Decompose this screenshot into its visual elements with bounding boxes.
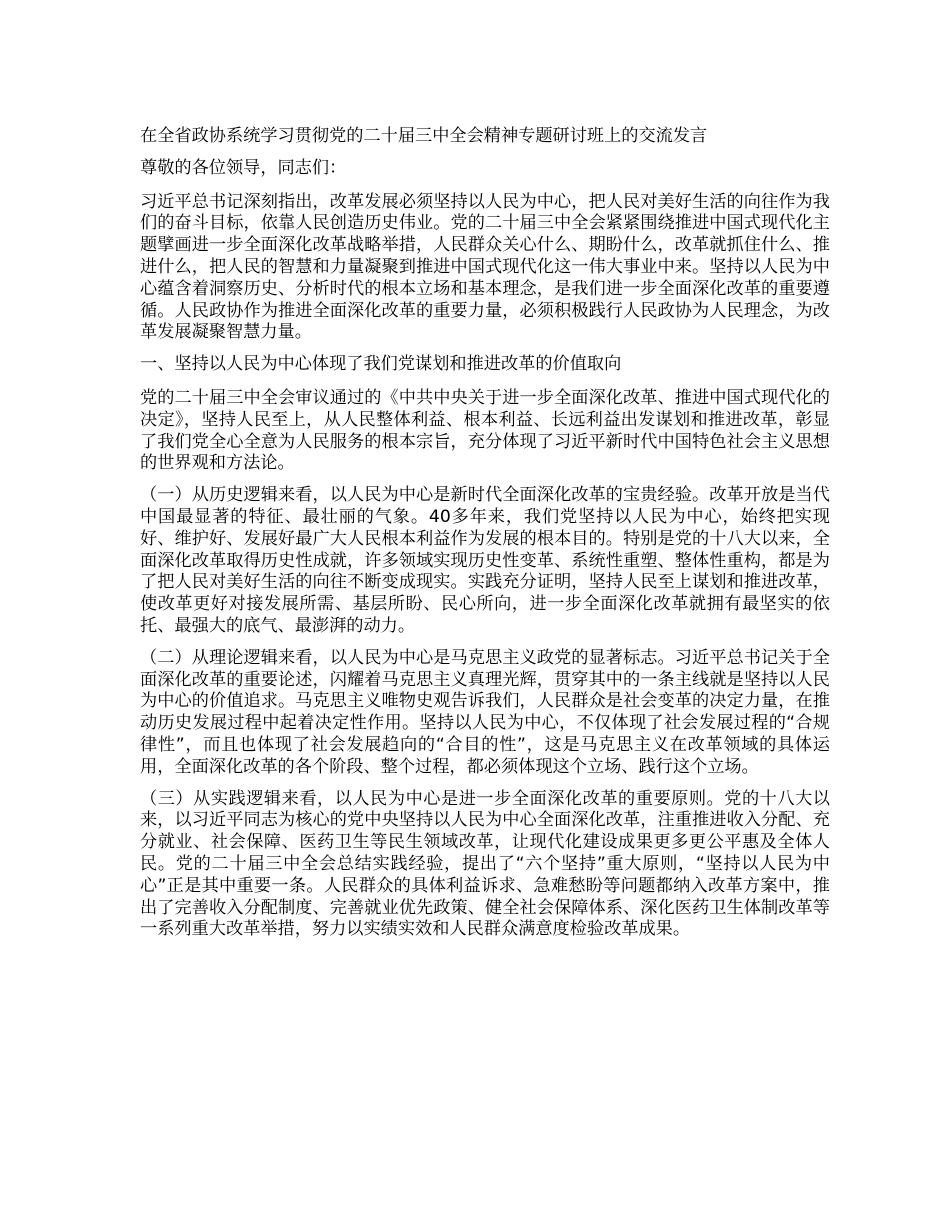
salutation: 尊敬的各位领导，同志们： xyxy=(140,157,347,178)
point-2-paragraph: （二）从理论逻辑来看，以人民为中心是马克思主义政党的显著标志。习近平总书记关于全面深化改革的重要论述，闪耀着马克思主义真理光辉，贯穿其中的一条主线就是坚持以人民为中心的价值追求。马克思主义唯物史观告诉我们，人民群众是社会变革的决定力量，在推动历史发展过程中起着决定性作用。坚持以人民为中心，不仅体现了社会发展过程的“合规律性”，而且也体现了社会发展趋向的“合目的性”，这是马克思主义在改革领域的具体运用，全面深化改革的各个阶段、整个过程，都必须体现这个立场、践行这个立场。 xyxy=(140,647,830,777)
intro-paragraph: 习近平总书记深刻指出，改革发展必须坚持以人民为中心，把人民对美好生活的向往作为我们的奋斗目标，依靠人民创造历史伟业。党的二十届三中全会紧紧围绕推进中国式现代化主题擘画进一步全面深化改革战略举措，人民群众关心什么、期盼什么，改革就抓住什么、推进什么，把人民的智慧和力量凝聚到推进中国式现代化这一伟大事业中来。坚持以人民为中心蕴含着洞察历史、分析时代的根本立场和基本理念，是我们进一步全面深化改革的重要遵循。人民政协作为推进全面深化改革的重要力量，必须积极践行人民政协为人民理念，为改革发展凝聚智慧力量。 xyxy=(140,191,830,343)
point-1-paragraph: （一）从历史逻辑来看，以人民为中心是新时代全面深化改革的宝贵经验。改革开放是当代中国最显著的特征、最壮丽的气象。40多年来，我们党坚持以人民为中心，始终把实现好、维护好、发展好最广大人民根本利益作为发展的根本目的。特别是党的十八大以来，全面深化改革取得历史性成就，许多领域实现历史性变革、系统性重塑、整体性重构，都是为了把人民对美好生活的向往不断变成现实。实践充分证明，坚持人民至上谋划和推进改革，使改革更好对接发展所需、基层所盼、民心所向，进一步全面深化改革就拥有最坚实的依托、最强大的底气、最澎湃的动力。 xyxy=(140,485,830,636)
section-heading-1: 一、坚持以人民为中心体现了我们党谋划和推进改革的价值取向 xyxy=(140,354,622,375)
point-3-paragraph: （三）从实践逻辑来看，以人民为中心是进一步全面深化改革的重要原则。党的十八大以来，以习近平同志为核心的党中央坚持以人民为中心全面深化改革，注重推进收入分配、充分就业、社会保障、医药卫生等民生领域改革，让现代化建设成果更多更公平惠及全体人民。党的二十届三中全会总结实践经验，提出了“六个坚持”重大原则，“坚持以人民为中心”正是其中重要一条。人民群众的具体利益诉求、急难愁盼等问题都纳入改革方案中，推出了完善收入分配制度、完善就业优先政策、健全社会保障体系、深化医药卫生体制改革等一系列重大改革举措，努力以实绩实效和人民群众满意度检验改革成果。 xyxy=(140,788,830,940)
document-title: 在全省政协系统学习贯彻党的二十届三中全会精神专题研讨班上的交流发言 xyxy=(140,126,708,146)
document-page xyxy=(140,120,830,951)
section-1-intro-paragraph: 党的二十届三中全会审议通过的《中共中央关于进一步全面深化改革、推进中国式现代化的决定》，坚持人民至上，从人民整体利益、根本利益、长远利益出发谋划和推进改革，彰显了我们党全心全意为人民服务的根本宗旨，充分体现了习近平新时代中国特色社会主义思想的世界观和方法论。 xyxy=(140,387,830,474)
